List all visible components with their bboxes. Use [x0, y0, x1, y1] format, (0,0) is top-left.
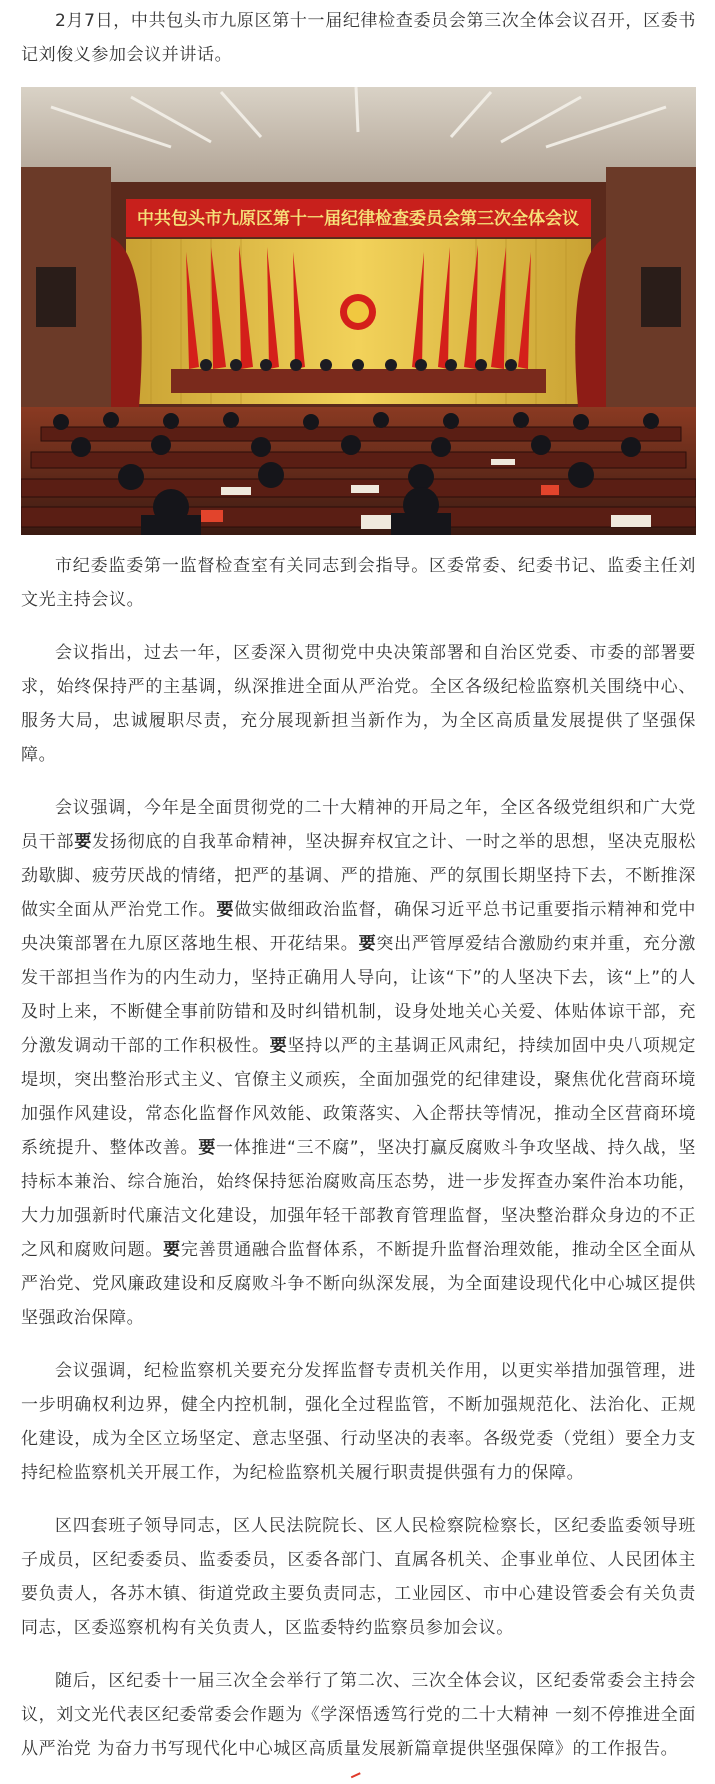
decorative-mark [351, 1772, 363, 1783]
paragraph-review: 会议指出，过去一年，区委深入贯彻党中央决策部署和自治区党委、市委的部署要求，始终保持严的主基调，纵深推进全面从严治党。全区各级纪检监察机关围绕中心、服务大局，忠诚履职尽责，充分展现新担当新作为，为全区高质量发展提供了坚强保障。 [21, 643, 696, 765]
paragraph-attendees: 区四套班子领导同志，区人民法院院长、区人民检察院检察长，区纪委监委领导班子成员，区纪委委员、监委委员，区委各部门、直属各机关、企事业单位、人民团体主要负责人，各苏木镇、街道党政主要负责同志，工业园区、市中心建设管委会有关负责同志，区委巡察机构有关负责人，区监委特约监察员参加会议。 [21, 1516, 696, 1638]
emphasis-yao: 要 [74, 832, 93, 852]
emphasis-yao: 要 [358, 934, 377, 954]
meeting-hall-image [21, 87, 696, 535]
banner-title: 中共包头市九原区第十一届纪律检查委员会第三次全体会议 [137, 209, 579, 229]
meeting-photo [21, 87, 696, 535]
emphasis-yao: 要 [216, 900, 235, 920]
emphasis-yao: 要 [269, 1036, 288, 1056]
paragraph-requirements: 会议强调，今年是全面贯彻党的二十大精神的开局之年，全区各级党组织和广大党员干部要发扬彻底的自我革命精神，坚决摒弃权宜之计、一时之举的思想，坚决克服松劲歇脚、疲劳厌战的情绪，把严的基调、严的措施、严的氛围长期坚持下去，不断推深做实全面从严治党工作。要做实做细政治监督，确保习近平总书记重要指示精神和党中央决策部署在九原区落地生根、开花结果。要突出严管厚爱结合激励约束并重，充分激发干部担当作为的内生动力，坚持正确用人导向，让该“下”的人坚决下去，该“上”的人及时上来，不断健全事前防错和及时纠错机制，设身处地关心关爱、体贴体谅干部，充分激发调动干部的工作积极性。要坚持以严的主基调正风肃纪，持续加固中央八项规定堤坝，突出整治形式主义、官僚主义顽疾，全面加强党的纪律建设，聚焦优化营商环境加强作风建设，常态化监督作风效能、政策落实、入企帮扶等情况，推动全区营商环境系统提升、整体改善。要一体推进“三不腐”，坚决打赢反腐败斗争攻坚战、持久战，坚持标本兼治、综合施治，始终保持惩治腐败高压态势，进一步发挥查办案件治本功能，大力加强新时代廉洁文化建设，加强年轻干部教育管理监督，坚决整治群众身边的不正之风和腐败问题。要完善贯通融合监督体系，不断提升监督治理效能，推动全区全面从严治党、党风廉政建设和反腐败斗争不断向纵深发展，为全面建设现代化中心城区提供坚强政治保障。 [21, 798, 696, 1328]
emphasis-yao: 要 [198, 1138, 217, 1158]
paragraph-host: 市纪委监委第一监督检查室有关同志到会指导。区委常委、纪委书记、监委主任刘文光主持会议。 [21, 556, 696, 610]
paragraph-supervision: 会议强调，纪检监察机关要充分发挥监督专责机关作用，以更实举措加强管理，进一步明确权利边界，健全内控机制，强化全过程监管，不断加强规范化、法治化、正规化建设，成为全区立场坚定、意志坚强、行动坚决的表率。各级党委（党组）要全力支持纪检监察机关开展工作，为纪检监察机关履行职责提供强有力的保障。 [21, 1361, 696, 1483]
paragraph-lead: 2月7日，中共包头市九原区第十一届纪律检查委员会第三次全体会议召开，区委书记刘俊义参加会议并讲话。 [21, 11, 696, 65]
paragraph-report: 随后，区纪委十一届三次全会举行了第二次、三次全体会议，区纪委常委会主持会议，刘文光代表区纪委常委会作题为《学深悟透笃行党的二十大精神 一刻不停推进全面从严治党 为奋力书写现代化中心城区高质量发展新篇章提供坚强保障》的工作报告。 [21, 1671, 696, 1759]
emphasis-yao: 要 [163, 1240, 181, 1260]
